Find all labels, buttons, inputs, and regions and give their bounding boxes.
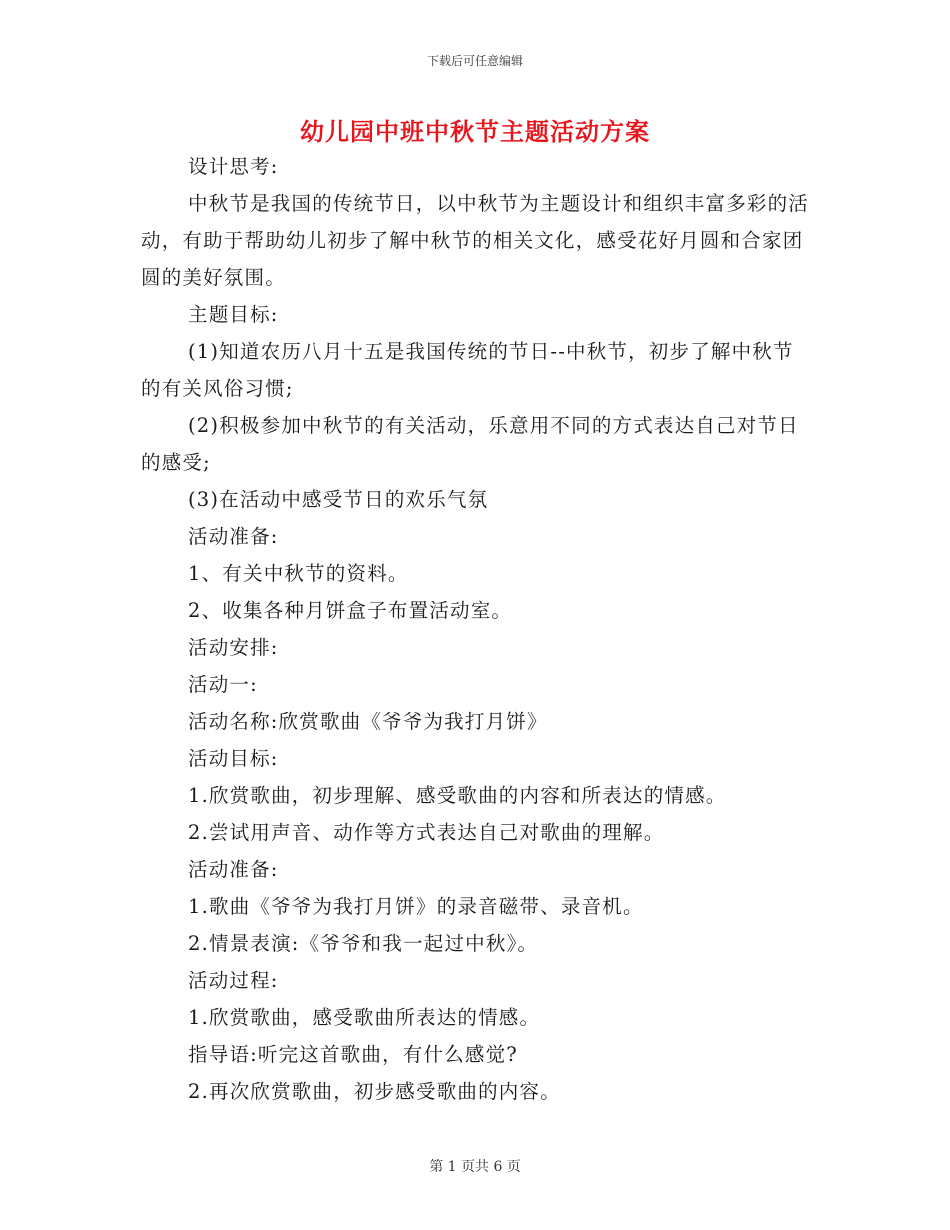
paragraph: 设计思考:: [188, 155, 279, 178]
paragraph: 1、有关中秋节的资料。: [188, 562, 409, 585]
paragraph: 1.欣赏歌曲，初步理解、感受歌曲的内容和所表达的情感。: [188, 784, 727, 807]
paragraph: 活动名称:欣赏歌曲《爷爷为我打月饼》: [188, 710, 548, 733]
paragraph: 指导语:听完这首歌曲，有什么感觉?: [188, 1043, 518, 1066]
paragraph: (1)知道农历八月十五是我国传统的节日--中秋节，初步了解中秋节的有关风俗习惯;: [141, 340, 794, 400]
page-footer: 第 1 页共 6 页: [429, 1159, 521, 1175]
paragraph: 2.尝试用声音、动作等方式表达自己对歌曲的理解。: [188, 821, 665, 844]
paragraph: 活动一:: [188, 673, 258, 696]
paragraph: (2)积极参加中秋节的有关活动，乐意用不同的方式表达自己对节日的感受;: [141, 414, 799, 474]
paragraph: 2.情景表演:《爷爷和我一起过中秋》。: [188, 932, 539, 955]
paragraph: 主题目标:: [188, 303, 279, 326]
paragraph: 活动过程:: [188, 969, 279, 992]
paragraph: 中秋节是我国的传统节日，以中秋节为主题设计和组织丰富多彩的活动，有助于帮助幼儿初步了解中秋节的相关文化，感受花好月圆和合家团圆的美好氛围。: [141, 192, 810, 289]
header-note: 下载后可任意编辑: [426, 54, 523, 68]
document-title: 幼儿园中班中秋节主题活动方案: [300, 117, 650, 146]
paragraph: 1.欣赏歌曲，感受歌曲所表达的情感。: [188, 1006, 541, 1029]
paragraph: 2.再次欣赏歌曲，初步感受歌曲的内容。: [188, 1080, 561, 1103]
document-body: [141, 148, 809, 1110]
paragraph: 2、收集各种月饼盒子布置活动室。: [188, 599, 513, 622]
paragraph: 活动准备:: [188, 858, 279, 881]
paragraph: 1.歌曲《爷爷为我打月饼》的录音磁带、录音机。: [188, 895, 644, 918]
paragraph: 活动目标:: [188, 747, 279, 770]
paragraph: 活动安排:: [188, 636, 279, 659]
paragraph: (3)在活动中感受节日的欢乐气氛: [188, 488, 489, 511]
paragraph: 活动准备:: [188, 525, 279, 548]
